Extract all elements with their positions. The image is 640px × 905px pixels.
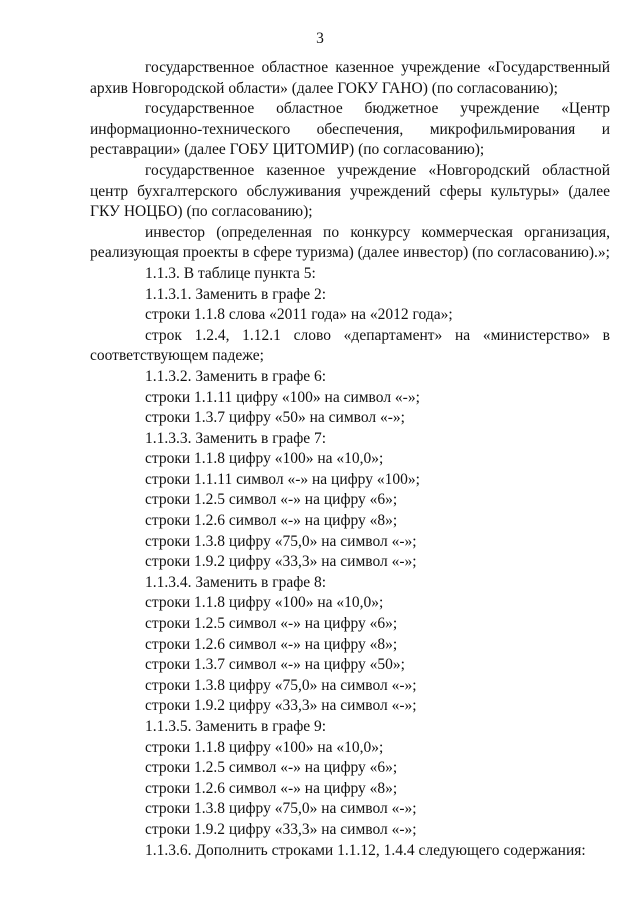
body-line: строки 1.3.8 цифру «75,0» на символ «-»; — [145, 676, 417, 694]
body-line: 1.1.3. В таблице пункта 5: — [145, 264, 316, 282]
body-line: 1.1.3.6. Дополнить строками 1.1.12, 1.4.4 следующего содержания: — [145, 841, 586, 859]
document-body — [90, 58, 610, 861]
body-line: строки 1.2.5 символ «-» на цифру «6»; — [145, 615, 398, 633]
body-line: строки 1.1.8 слова «2011 года» на «2012 года»; — [145, 306, 453, 324]
body-paragraph: государственное областное казенное учреждение «Государственный архив Новгородской области» (далее ГОКУ ГАНО) (по согласованию); — [90, 59, 610, 97]
body-line: строки 1.3.7 символ «-» на цифру «50»; — [145, 656, 405, 674]
body-paragraph: государственное казенное учреждение «Новгородский областной центр бухгалтерского обслуживания учреждений сферы культуры» (далее ГКУ НОЦБО) (по согласованию); — [90, 161, 610, 221]
body-line: строки 1.1.11 цифру «100» на символ «-»; — [145, 388, 420, 406]
body-line: строки 1.9.2 цифру «33,3» на символ «-»; — [145, 820, 417, 838]
body-line: строки 1.2.5 символ «-» на цифру «6»; — [145, 491, 398, 509]
body-line: строки 1.1.8 цифру «100» на «10,0»; — [145, 450, 384, 468]
body-line: строки 1.9.2 цифру «33,3» на символ «-»; — [145, 697, 417, 715]
body-line: строки 1.9.2 цифру «33,3» на символ «-»; — [145, 553, 417, 571]
body-line: 1.1.3.2. Заменить в графе 6: — [145, 367, 327, 385]
body-line: строки 1.3.8 цифру «75,0» на символ «-»; — [145, 800, 417, 818]
body-line: строки 1.3.7 цифру «50» на символ «-»; — [145, 409, 405, 427]
body-line: 1.1.3.4. Заменить в графе 8: — [145, 573, 327, 591]
body-paragraph: государственное областное бюджетное учреждение «Центр информационно-технического обеспечения, микрофильмирования и реставрации» (далее ГОБУ ЦИТОМИР) (по согласованию); — [90, 100, 610, 159]
body-paragraph: строк 1.2.4, 1.12.1 слово «департамент» на «министерство» в соответствующем падеже; — [90, 326, 610, 365]
page-number: 3 — [316, 30, 324, 47]
body-line: строки 1.2.6 символ «-» на цифру «8»; — [145, 779, 398, 797]
body-line: 1.1.3.1. Заменить в графе 2: — [145, 285, 327, 303]
body-line: 1.1.3.5. Заменить в графе 9: — [145, 718, 327, 735]
body-line: строки 1.1.8 цифру «100» на «10,0»; — [145, 594, 384, 612]
body-line: строки 1.2.5 символ «-» на цифру «6»; — [145, 759, 398, 777]
body-line: строки 1.2.6 символ «-» на цифру «8»; — [145, 635, 398, 653]
body-line: строки 1.3.8 цифру «75,0» на символ «-»; — [145, 532, 417, 550]
body-line: строки 1.1.11 символ «-» на цифру «100»; — [145, 470, 420, 488]
body-paragraph: инвестор (определенная по конкурсу коммерческая организация, реализующая проекты в сфере туризма) (далее инвестор) (по согласованию).»; — [90, 223, 610, 262]
body-line: строки 1.1.8 цифру «100» на «10,0»; — [145, 738, 384, 756]
body-line: 1.1.3.3. Заменить в графе 7: — [145, 429, 327, 447]
body-line: строки 1.2.6 символ «-» на цифру «8»; — [145, 512, 398, 530]
